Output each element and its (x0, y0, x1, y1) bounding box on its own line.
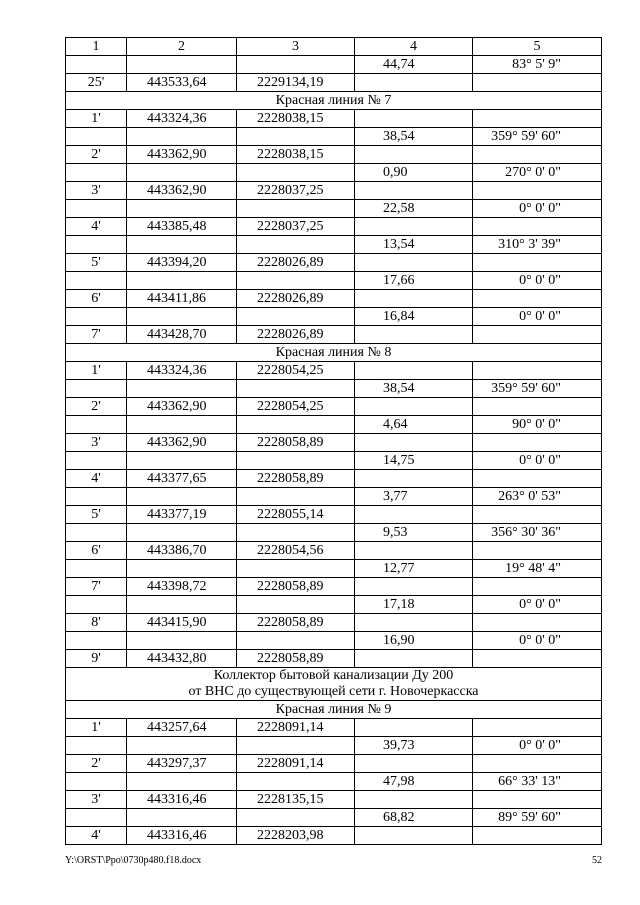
empty-cell (355, 398, 473, 416)
coordinate-y: 2228058,89 (237, 650, 355, 668)
segment-row (66, 773, 602, 791)
point-id: 2' (66, 755, 127, 773)
segment-length: 47,98 (355, 773, 473, 791)
empty-cell (66, 308, 127, 326)
point-id: 2' (66, 146, 127, 164)
coordinate-x: 443257,64 (127, 719, 237, 737)
empty-cell (473, 398, 602, 416)
section-title-line: Красная линия № 7 (275, 92, 392, 108)
segment-row (66, 380, 602, 398)
point-row (66, 791, 602, 809)
point-row (66, 326, 602, 344)
empty-cell (66, 416, 127, 434)
segment-length: 9,53 (355, 524, 473, 542)
point-row (66, 542, 602, 560)
empty-cell (127, 236, 237, 254)
point-row (66, 146, 602, 164)
point-row (66, 578, 602, 596)
segment-length: 4,64 (355, 416, 473, 434)
empty-cell (355, 254, 473, 272)
direction-angle: 270° 0' 0" (473, 164, 602, 182)
empty-cell (66, 164, 127, 182)
section-title (66, 92, 602, 110)
empty-cell (473, 542, 602, 560)
empty-cell (127, 524, 237, 542)
direction-angle: 0° 0' 0" (473, 632, 602, 650)
point-id: 6' (66, 542, 127, 560)
point-id: 3' (66, 182, 127, 200)
coordinate-x: 443386,70 (127, 542, 237, 560)
empty-cell (355, 146, 473, 164)
empty-cell (473, 110, 602, 128)
empty-cell (66, 56, 127, 74)
coordinate-y: 2228037,25 (237, 218, 355, 236)
point-row (66, 650, 602, 668)
empty-cell (237, 236, 355, 254)
point-id: 5' (66, 506, 127, 524)
empty-cell (355, 110, 473, 128)
empty-cell (66, 773, 127, 791)
empty-cell (355, 74, 473, 92)
empty-cell (473, 650, 602, 668)
point-id: 1' (66, 719, 127, 737)
coordinate-x: 443377,19 (127, 506, 237, 524)
empty-cell (355, 290, 473, 308)
empty-cell (473, 326, 602, 344)
segment-row (66, 452, 602, 470)
direction-angle: 359° 59' 60" (473, 380, 602, 398)
point-id: 1' (66, 362, 127, 380)
direction-angle: 0° 0' 0" (473, 200, 602, 218)
point-id: 6' (66, 290, 127, 308)
empty-cell (473, 290, 602, 308)
segment-row (66, 560, 602, 578)
empty-cell (127, 128, 237, 146)
empty-cell (355, 791, 473, 809)
segment-length: 17,66 (355, 272, 473, 290)
direction-angle: 0° 0' 0" (473, 308, 602, 326)
point-id: 9' (66, 650, 127, 668)
point-row (66, 362, 602, 380)
direction-angle: 66° 33' 13" (473, 773, 602, 791)
empty-cell (127, 380, 237, 398)
direction-angle: 356° 30' 36" (473, 524, 602, 542)
empty-cell (355, 326, 473, 344)
segment-row (66, 596, 602, 614)
empty-cell (473, 362, 602, 380)
section-title (66, 668, 602, 701)
segment-row (66, 809, 602, 827)
point-row (66, 719, 602, 737)
coordinate-x: 443428,70 (127, 326, 237, 344)
coordinate-y: 2228038,15 (237, 146, 355, 164)
segment-length: 39,73 (355, 737, 473, 755)
column-header: 3 (237, 38, 355, 56)
segment-length: 3,77 (355, 488, 473, 506)
coordinate-x: 443398,72 (127, 578, 237, 596)
empty-cell (127, 737, 237, 755)
coordinate-y: 2228026,89 (237, 290, 355, 308)
empty-cell (355, 719, 473, 737)
empty-cell (473, 218, 602, 236)
empty-cell (66, 128, 127, 146)
coordinate-y: 2228054,56 (237, 542, 355, 560)
segment-row (66, 164, 602, 182)
empty-cell (127, 272, 237, 290)
segment-row (66, 200, 602, 218)
direction-angle: 83° 5' 9" (473, 56, 602, 74)
section-title-row (66, 92, 602, 110)
empty-cell (237, 596, 355, 614)
point-row (66, 254, 602, 272)
empty-cell (66, 380, 127, 398)
point-id: 8' (66, 614, 127, 632)
point-row (66, 74, 602, 92)
coordinate-y: 2228037,25 (237, 182, 355, 200)
segment-row (66, 737, 602, 755)
segment-length: 68,82 (355, 809, 473, 827)
coordinate-y: 2228054,25 (237, 398, 355, 416)
direction-angle: 0° 0' 0" (473, 272, 602, 290)
empty-cell (355, 827, 473, 845)
coordinate-x: 443411,86 (127, 290, 237, 308)
coordinate-y: 2228058,89 (237, 434, 355, 452)
coordinate-y: 2228058,89 (237, 470, 355, 488)
empty-cell (473, 827, 602, 845)
coordinate-y: 2228091,14 (237, 755, 355, 773)
empty-cell (66, 632, 127, 650)
segment-length: 17,18 (355, 596, 473, 614)
empty-cell (127, 773, 237, 791)
direction-angle: 0° 0' 0" (473, 596, 602, 614)
page-number: 52 (592, 855, 602, 866)
coordinate-y: 2228203,98 (237, 827, 355, 845)
point-row (66, 398, 602, 416)
section-title-line: Красная линия № 8 (275, 344, 392, 360)
segment-row (66, 56, 602, 74)
empty-cell (237, 380, 355, 398)
segment-length: 38,54 (355, 128, 473, 146)
coordinate-x: 443377,65 (127, 470, 237, 488)
empty-cell (355, 470, 473, 488)
empty-cell (127, 488, 237, 506)
empty-cell (237, 632, 355, 650)
empty-cell (473, 719, 602, 737)
empty-cell (473, 614, 602, 632)
section-title (66, 701, 602, 719)
empty-cell (355, 755, 473, 773)
empty-cell (66, 809, 127, 827)
empty-cell (355, 434, 473, 452)
empty-cell (127, 632, 237, 650)
coordinate-x: 443362,90 (127, 182, 237, 200)
empty-cell (66, 272, 127, 290)
segment-row (66, 632, 602, 650)
empty-cell (355, 182, 473, 200)
coordinate-y: 2228091,14 (237, 719, 355, 737)
point-row (66, 182, 602, 200)
coordinate-x: 443415,90 (127, 614, 237, 632)
section-title-row (66, 344, 602, 362)
coordinate-x: 443316,46 (127, 791, 237, 809)
footer-file-path: Y:\ORST\Ppo\0730p480.f18.docx (65, 855, 202, 866)
point-id: 1' (66, 110, 127, 128)
section-title-line: Красная линия № 9 (275, 701, 392, 717)
empty-cell (473, 254, 602, 272)
empty-cell (473, 470, 602, 488)
empty-cell (237, 737, 355, 755)
segment-length: 13,54 (355, 236, 473, 254)
empty-cell (473, 146, 602, 164)
empty-cell (127, 596, 237, 614)
coordinate-y: 2228026,89 (237, 254, 355, 272)
segment-row (66, 416, 602, 434)
point-row (66, 434, 602, 452)
empty-cell (473, 182, 602, 200)
segment-length: 14,75 (355, 452, 473, 470)
direction-angle: 19° 48' 4" (473, 560, 602, 578)
empty-cell (237, 524, 355, 542)
empty-cell (473, 791, 602, 809)
segment-length: 0,90 (355, 164, 473, 182)
empty-cell (237, 416, 355, 434)
direction-angle: 0° 0' 0" (473, 737, 602, 755)
empty-cell (237, 56, 355, 74)
section-title (66, 344, 602, 362)
point-row (66, 218, 602, 236)
point-id: 25' (66, 74, 127, 92)
coordinate-x: 443324,36 (127, 362, 237, 380)
point-row (66, 506, 602, 524)
section-title-row (66, 701, 602, 719)
empty-cell (127, 560, 237, 578)
coordinate-x: 443316,46 (127, 827, 237, 845)
segment-row (66, 308, 602, 326)
coordinate-x: 443385,48 (127, 218, 237, 236)
segment-length: 38,54 (355, 380, 473, 398)
empty-cell (237, 272, 355, 290)
coordinate-x: 443324,36 (127, 110, 237, 128)
empty-cell (237, 164, 355, 182)
empty-cell (127, 200, 237, 218)
empty-cell (355, 218, 473, 236)
direction-angle: 0° 0' 0" (473, 452, 602, 470)
coordinate-x: 443297,37 (127, 755, 237, 773)
column-header: 1 (66, 38, 127, 56)
point-id: 7' (66, 326, 127, 344)
empty-cell (237, 773, 355, 791)
direction-angle: 310° 3' 39" (473, 236, 602, 254)
column-header: 4 (355, 38, 473, 56)
direction-angle: 263° 0' 53" (473, 488, 602, 506)
empty-cell (66, 596, 127, 614)
point-id: 7' (66, 578, 127, 596)
empty-cell (66, 488, 127, 506)
empty-cell (66, 737, 127, 755)
segment-length: 16,90 (355, 632, 473, 650)
empty-cell (473, 506, 602, 524)
column-header: 2 (127, 38, 237, 56)
empty-cell (355, 362, 473, 380)
empty-cell (66, 524, 127, 542)
empty-cell (127, 416, 237, 434)
segment-row (66, 272, 602, 290)
direction-angle: 90° 0' 0" (473, 416, 602, 434)
coordinates-table (65, 37, 602, 845)
empty-cell (237, 200, 355, 218)
empty-cell (237, 809, 355, 827)
coordinate-x: 443394,20 (127, 254, 237, 272)
empty-cell (355, 650, 473, 668)
point-id: 2' (66, 398, 127, 416)
direction-angle: 359° 59' 60" (473, 128, 602, 146)
empty-cell (237, 308, 355, 326)
empty-cell (237, 452, 355, 470)
section-title-row (66, 668, 602, 701)
point-row (66, 470, 602, 488)
point-row (66, 290, 602, 308)
coordinate-y: 2228135,15 (237, 791, 355, 809)
empty-cell (355, 506, 473, 524)
segment-row (66, 128, 602, 146)
empty-cell (355, 578, 473, 596)
empty-cell (127, 452, 237, 470)
point-row (66, 614, 602, 632)
point-id: 4' (66, 218, 127, 236)
empty-cell (473, 74, 602, 92)
coordinate-y: 2228058,89 (237, 578, 355, 596)
coordinate-y: 2228058,89 (237, 614, 355, 632)
direction-angle: 89° 59' 60" (473, 809, 602, 827)
segment-row (66, 524, 602, 542)
empty-cell (127, 164, 237, 182)
section-title-line: Коллектор бытовой канализации Ду 200 (213, 668, 454, 683)
coordinate-x: 443362,90 (127, 398, 237, 416)
empty-cell (66, 236, 127, 254)
column-header: 5 (473, 38, 602, 56)
empty-cell (473, 755, 602, 773)
point-id: 3' (66, 434, 127, 452)
empty-cell (66, 560, 127, 578)
empty-cell (127, 56, 237, 74)
empty-cell (237, 488, 355, 506)
segment-row (66, 236, 602, 254)
empty-cell (66, 200, 127, 218)
point-row (66, 827, 602, 845)
segment-length: 44,74 (355, 56, 473, 74)
empty-cell (355, 542, 473, 560)
coordinate-y: 2228054,25 (237, 362, 355, 380)
empty-cell (473, 578, 602, 596)
empty-cell (66, 452, 127, 470)
empty-cell (237, 128, 355, 146)
empty-cell (473, 434, 602, 452)
coordinate-y: 2229134,19 (237, 74, 355, 92)
empty-cell (237, 560, 355, 578)
empty-cell (127, 308, 237, 326)
point-row (66, 110, 602, 128)
segment-length: 12,77 (355, 560, 473, 578)
point-id: 4' (66, 470, 127, 488)
coordinate-x: 443432,80 (127, 650, 237, 668)
point-id: 5' (66, 254, 127, 272)
coordinate-x: 443533,64 (127, 74, 237, 92)
point-row (66, 755, 602, 773)
coordinate-y: 2228055,14 (237, 506, 355, 524)
coordinate-x: 443362,90 (127, 146, 237, 164)
point-id: 3' (66, 791, 127, 809)
segment-row (66, 488, 602, 506)
empty-cell (355, 614, 473, 632)
empty-cell (127, 809, 237, 827)
coordinate-x: 443362,90 (127, 434, 237, 452)
coordinate-y: 2228026,89 (237, 326, 355, 344)
table-header-row (66, 38, 602, 56)
segment-length: 16,84 (355, 308, 473, 326)
section-title-line: от ВНС до существующей сети г. Новочеркасска (188, 684, 479, 699)
coordinate-y: 2228038,15 (237, 110, 355, 128)
segment-length: 22,58 (355, 200, 473, 218)
point-id: 4' (66, 827, 127, 845)
